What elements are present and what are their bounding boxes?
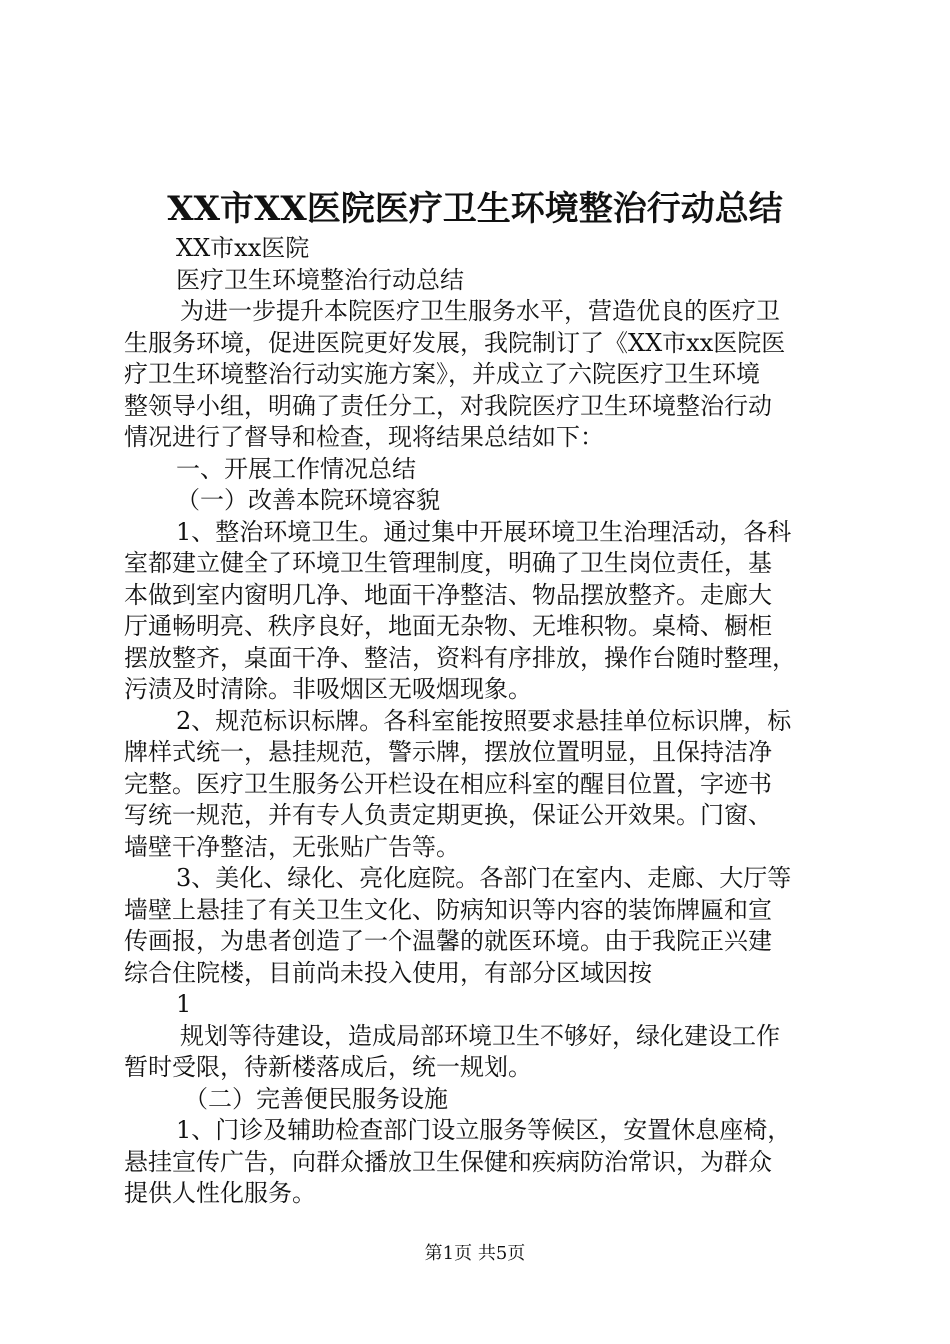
paragraph-line: 厅通畅明亮、秩序良好，地面无杂物、无堆积物。桌椅、橱柜 bbox=[124, 612, 772, 640]
organization-name: XX市xx医院 bbox=[176, 234, 310, 262]
paragraph-line: 污渍及时清除。非吸烟区无吸烟现象。 bbox=[124, 675, 532, 703]
paragraph-line: 情况进行了督导和检查，现将结果总结如下： bbox=[124, 423, 604, 451]
paragraph-line: 牌样式统一，悬挂规范，警示牌，摆放位置明显，且保持洁净 bbox=[124, 738, 772, 766]
paragraph-line: 悬挂宣传广告，向群众播放卫生保健和疾病防治常识，为群众 bbox=[124, 1147, 772, 1176]
paragraph-line: 整领导小组，明确了责任分工，对我院医疗卫生环境整治行动 bbox=[124, 391, 772, 420]
paragraph-line: 本做到室内窗明几净、地面干净整洁、物品摆放整齐。走廊大 bbox=[124, 580, 772, 609]
paragraph-line: 生服务环境，促进医院更好发展，我院制订了《XX市xx医院医 bbox=[124, 328, 786, 357]
paragraph-line: 墙壁干净整洁，无张贴广告等。 bbox=[124, 832, 460, 861]
paragraph-line: 摆放整齐，桌面干净、整洁，资料有序排放，操作台随时整理， bbox=[124, 643, 796, 672]
document-subtitle: 医疗卫生环境整治行动总结 bbox=[176, 265, 464, 294]
document-title: XX市XX医院医疗卫生环境整治行动总结 bbox=[167, 189, 783, 229]
paragraph-line: 提供人性化服务。 bbox=[124, 1179, 316, 1207]
item-paragraph bbox=[124, 1021, 834, 1084]
paragraph-line: 暂时受限，待新楼落成后，统一规划。 bbox=[124, 1053, 532, 1081]
paragraph-line: 综合住院楼，目前尚未投入使用，有部分区域因按 bbox=[124, 958, 652, 987]
paragraph-line: 传画报，为患者创造了一个温馨的就医环境。由于我院正兴建 bbox=[124, 927, 772, 955]
subsection-heading: （二）完善便民服务设施 bbox=[184, 1084, 448, 1113]
paragraph-line: 疗卫生环境整治行动实施方案》，并成立了六院医疗卫生环境 bbox=[124, 360, 760, 388]
paragraph-line: 1、整治环境卫生。通过集中开展环境卫生治理活动，各科 bbox=[176, 517, 792, 546]
inline-page-number: 1 bbox=[176, 990, 192, 1018]
paragraph-line: 2、规范标识标牌。各科室能按照要求悬挂单位标识牌，标 bbox=[176, 706, 792, 735]
item-paragraph bbox=[124, 863, 834, 989]
item-paragraph bbox=[124, 1115, 834, 1210]
intro-paragraph bbox=[124, 296, 834, 454]
paragraph-line: 完整。医疗卫生服务公开栏设在相应科室的醒目位置，字迹书 bbox=[124, 769, 772, 798]
item-paragraph bbox=[124, 517, 834, 706]
paragraph-line: 1、门诊及辅助检查部门设立服务等候区，安置休息座椅， bbox=[176, 1116, 792, 1144]
item-paragraph bbox=[124, 706, 834, 864]
paragraph-line: 墙壁上悬挂了有关卫生文化、防病知识等内容的装饰牌匾和宣 bbox=[124, 895, 772, 924]
document-body bbox=[124, 233, 834, 1210]
page-footer: 第1页 共5页 bbox=[424, 1243, 526, 1264]
section-heading: 一、开展工作情况总结 bbox=[176, 454, 416, 483]
paragraph-line: 3、美化、绿化、亮化庭院。各部门在室内、走廊、大厅等 bbox=[176, 864, 792, 892]
paragraph-line: 规划等待建设，造成局部环境卫生不够好，绿化建设工作 bbox=[180, 1021, 780, 1050]
paragraph-line: 写统一规范，并有专人负责定期更换，保证公开效果。门窗、 bbox=[124, 801, 772, 829]
paragraph-line: 室都建立健全了环境卫生管理制度，明确了卫生岗位责任，基 bbox=[124, 549, 772, 577]
paragraph-line: 为进一步提升本院医疗卫生服务水平，营造优良的医疗卫 bbox=[180, 297, 780, 325]
subsection-heading: （一）改善本院环境容貌 bbox=[176, 486, 440, 514]
